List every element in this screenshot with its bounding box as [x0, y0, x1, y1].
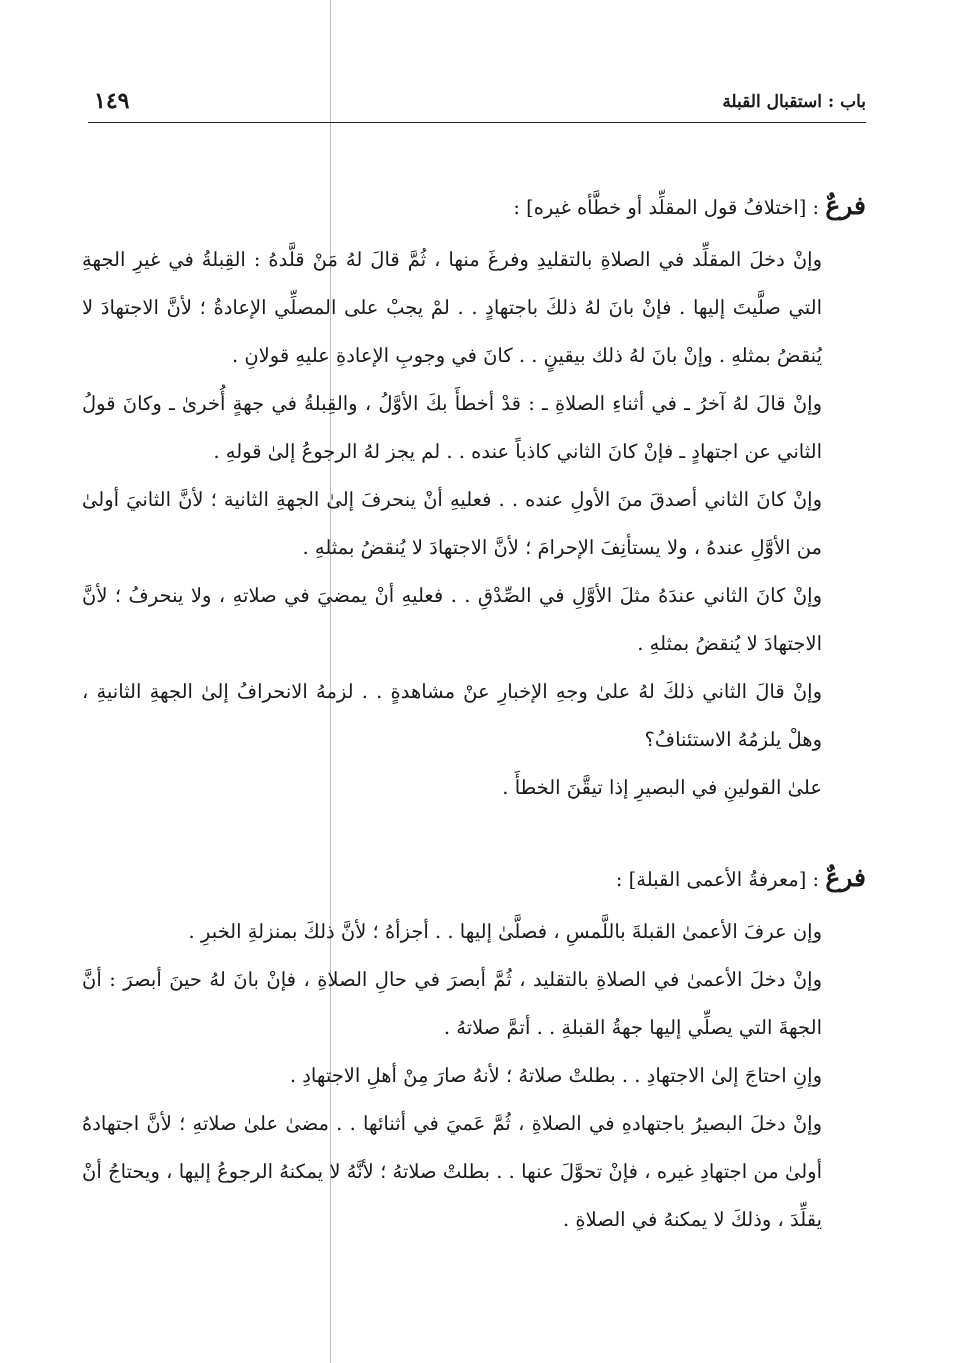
paragraph: وإنْ كانَ الثاني أصدقَ منَ الأولِ عنده . . فعليهِ أنْ ينحرفَ إلىٰ الجهةِ الثانية ؛ لأنَّ الثانيَ أولىٰ من الأوَّلِ عندهُ ، ولا يستأنِفَ الإحرامَ ؛ لأنَّ الاجتهادَ لا يُنقضُ بمثلهِ . — [82, 488, 822, 559]
paragraph: وإن عرفَ الأعمىٰ القبلةَ باللَّمسِ ، فصلَّىٰ إليها . . أجزأهُ ؛ لأنَّ ذلكَ بمنزلةِ الخبرِ . — [188, 920, 822, 943]
paragraph: وإنْ قالَ لهُ آخرُ ـ في أثناءِ الصلاةِ ـ : قدْ أخطأَ بكَ الأوَّلُ ، والقِبلةُ في جهةٍ أُخرىٰ ـ وكانَ قولُ الثاني عن اجتهادٍ ـ فإنْ كانَ الثاني كاذباً عنده . . لم يجز لهُ الرجوعُ إلىٰ قولهِ . — [82, 392, 822, 463]
heading-label: فرعٌ — [825, 191, 866, 220]
running-header — [88, 88, 866, 123]
paragraph: وإنْ قالَ الثاني ذلكَ لهُ علىٰ وجهِ الإخبارِ عنْ مشاهدةٍ . . لزمهُ الانحرافُ إلىٰ الجهةِ الثانيةِ ، وهلْ يلزمُهُ الاستئنافُ؟ — [82, 680, 822, 751]
paragraph: وإنْ دخلَ المقلِّد في الصلاةِ بالتقليدِ وفرغَ منها ، ثُمَّ قالَ لهُ مَنْ قلَّدهُ : القِبلةُ في غيرِ الجهةِ التي صلَّيتَ إليها . فإنْ بانَ لهُ ذلكَ باجتهادٍ . . لمْ يجبْ على المصلِّي الإعادةُ ؛ لأنَّ الاجتهادَ لا يُنقضُ بمثلهِ . وإنْ بانَ لهُ ذلك بيقينٍ . . كانَ في وجوبِ الإعادةِ عليهِ قولانِ . — [82, 248, 822, 367]
section-spacer — [82, 812, 866, 854]
chapter-title: باب : استقبال القبلة — [722, 92, 866, 112]
section-heading — [82, 854, 866, 904]
paragraph: وإنْ كانَ الثاني عندَهُ مثلَ الأوَّلِ في الصِّدْقِ . . فعليهِ أنْ يمضيَ في صلاتهِ ، ولا ينحرفُ ؛ لأنَّ الاجتهادَ لا يُنقضُ بمثلهِ . — [82, 584, 822, 655]
heading-title: : [اختلافُ قول المقلِّد أو خطَّأه غيره] : — [513, 196, 826, 219]
paragraph: علىٰ القولينِ في البصيرِ إذا تيقَّنَ الخطأَ . — [502, 776, 822, 799]
section-blind-qibla — [82, 854, 866, 1244]
section-heading — [82, 182, 866, 232]
page-number: ١٤٩ — [94, 88, 130, 114]
heading-title: : [معرفةُ الأعمى القبلة] : — [615, 868, 826, 891]
section-qibla-imitator — [82, 182, 866, 812]
paragraph: وإنْ دخلَ البصيرُ باجتهادهِ في الصلاةِ ، ثُمَّ عَميَ في أثنائها . . مضىٰ علىٰ صلاتهِ ؛ لأنَّ اجتهادهُ أولىٰ من اجتهادِ غيره ، فإنْ تحوَّلَ عنها . . بطلتْ صلاتهُ ؛ لأنَّهُ لا يمكنهُ الرجوعُ إليها ، ويحتاجُ أنْ يقلِّدَ ، وذلكَ لا يمكنهُ في الصلاةِ . — [82, 1112, 822, 1231]
heading-label: فرعٌ — [825, 863, 866, 892]
paragraph: وإنْ دخلَ الأعمىٰ في الصلاةِ بالتقليد ، ثُمَّ أبصرَ في حالِ الصلاةِ ، فإنْ بانَ لهُ حينَ أبصرَ : أنَّ الجهةَ التي يصلِّي إليها جهةُ القبلةِ . . أتمَّ صلاتهُ . — [82, 968, 822, 1039]
page-body — [82, 182, 866, 1244]
paragraph: وإنِ احتاجَ إلىٰ الاجتهادِ . . بطلتْ صلاتهُ ؛ لأنهُ صارَ مِنْ أهلِ الاجتهادِ . — [289, 1064, 822, 1087]
